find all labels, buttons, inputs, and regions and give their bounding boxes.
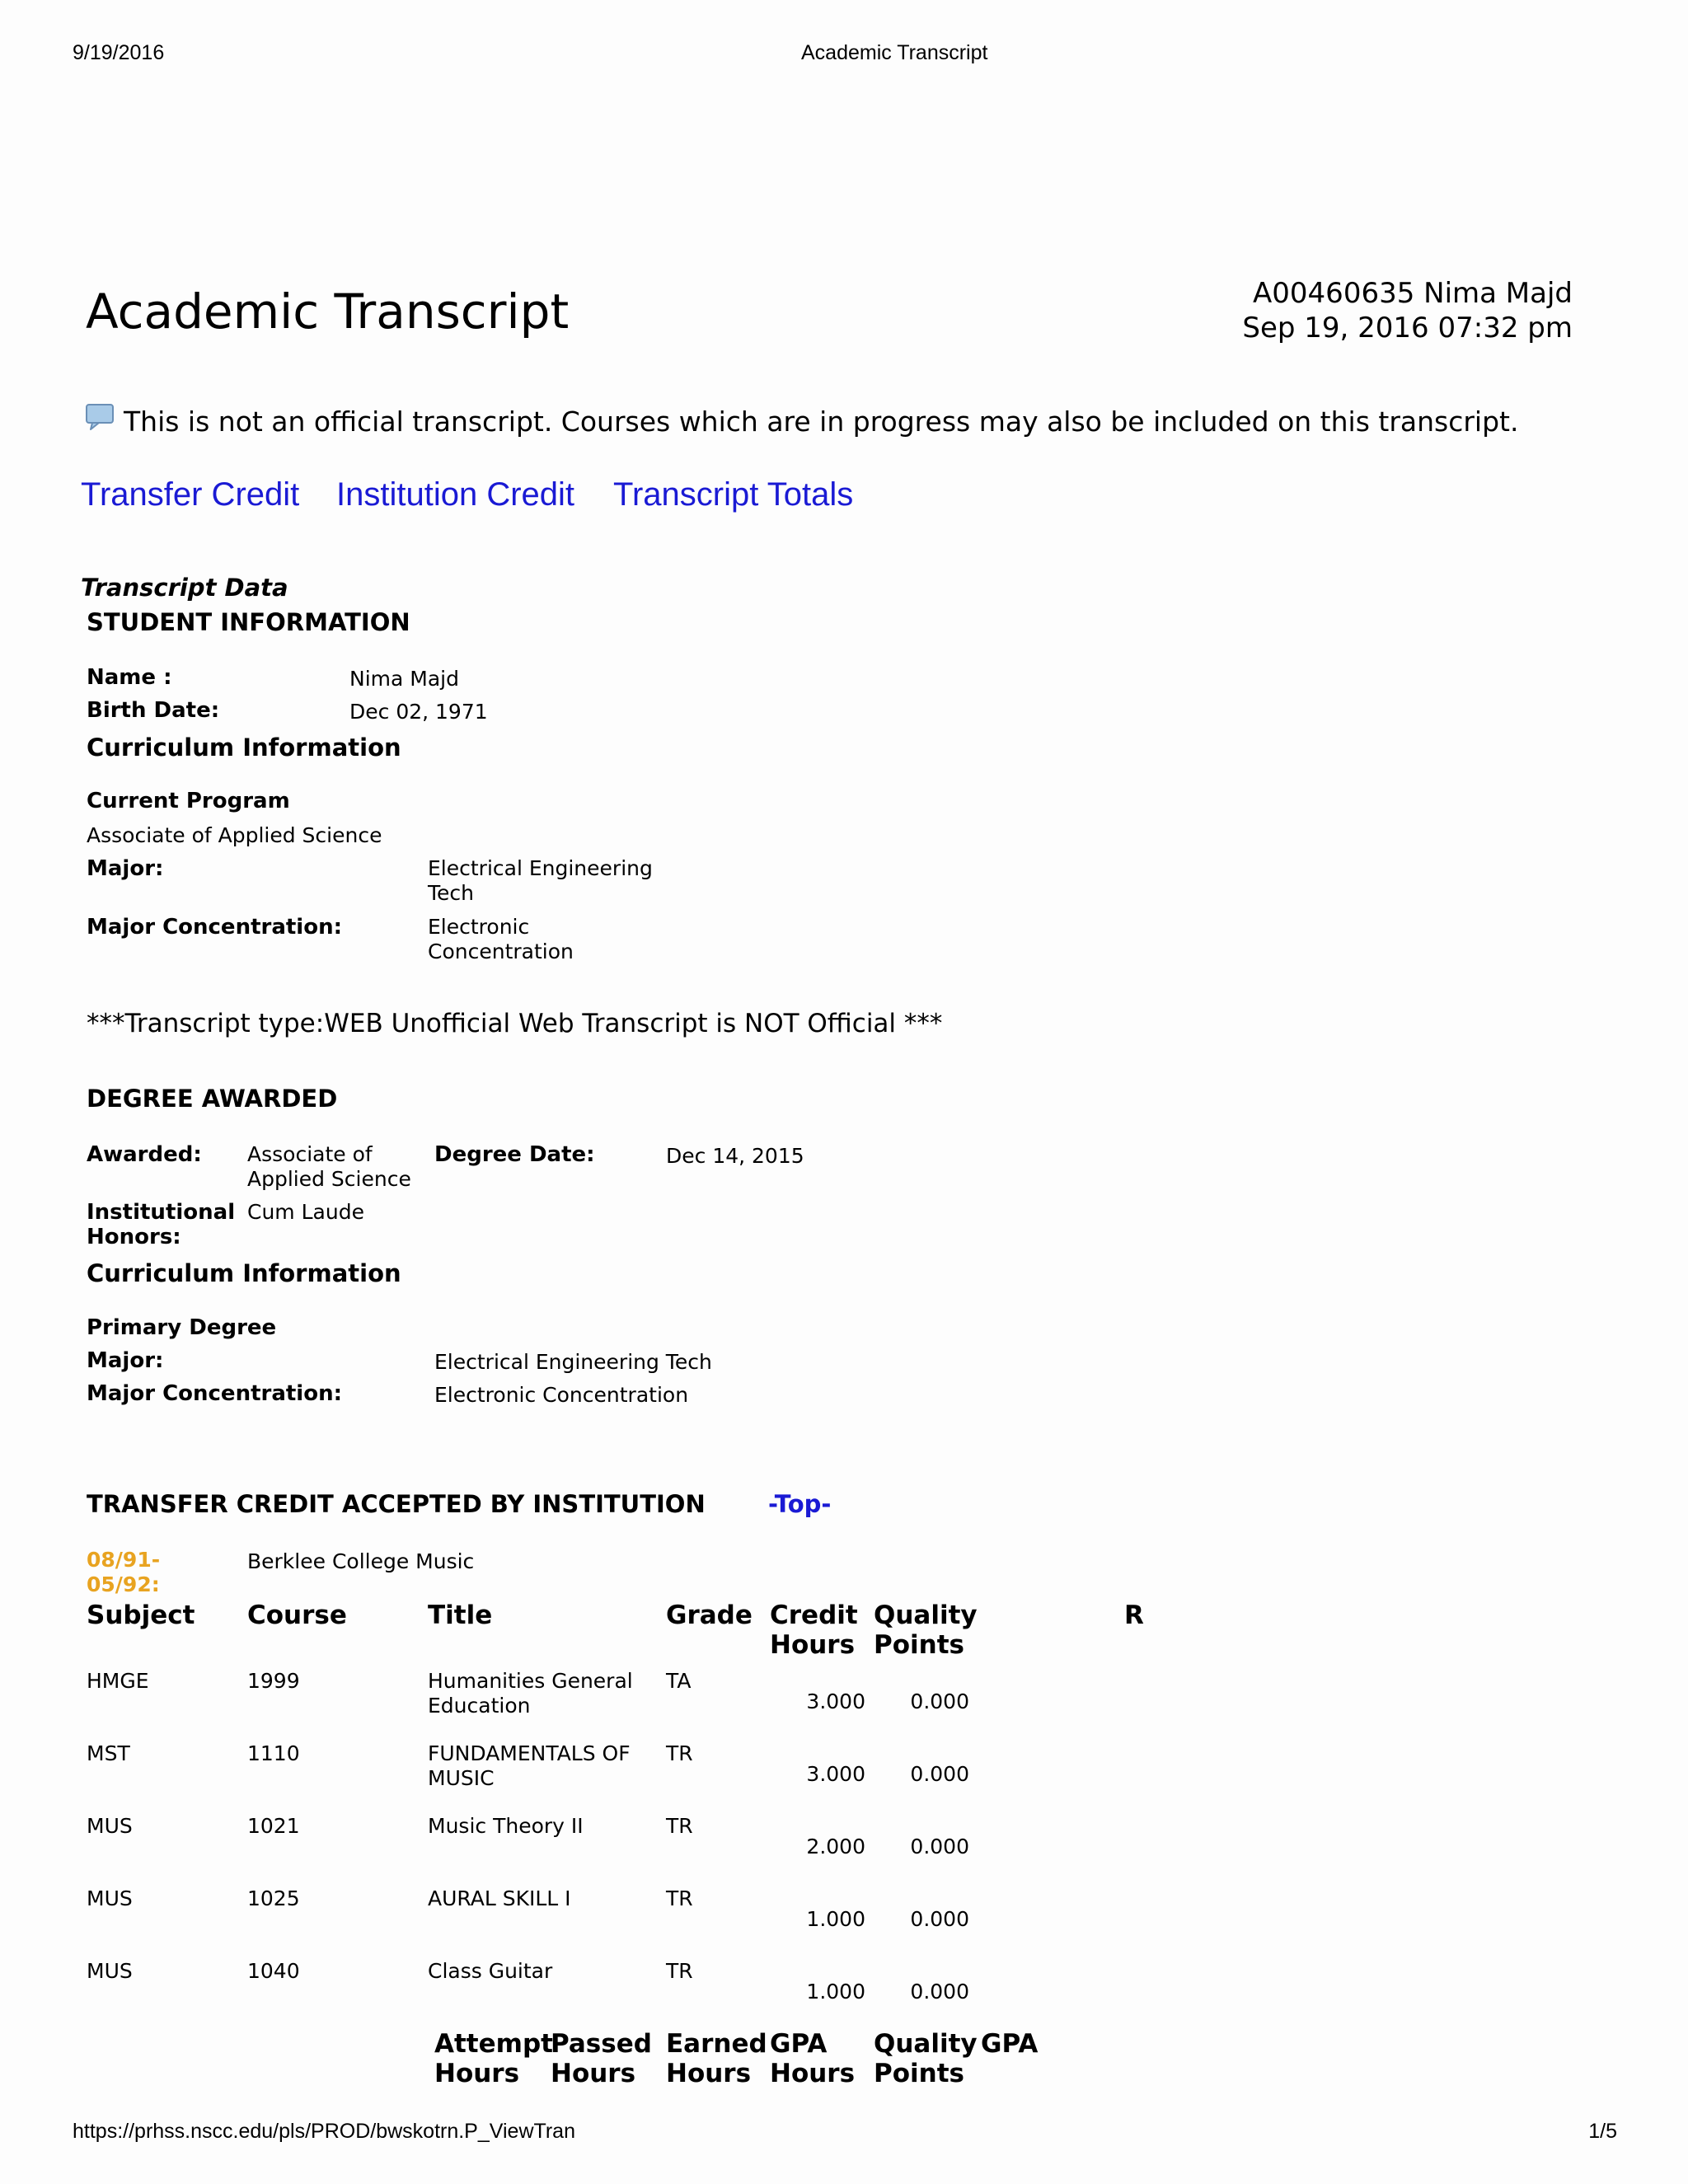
print-url: https://prhss.nscc.edu/pls/PROD/bwskotrn.P_ViewTran — [73, 2120, 575, 2143]
awarded-value: Associate of Applied Science — [247, 1142, 411, 1191]
print-title: Academic Transcript — [801, 41, 988, 64]
awarded-label: Awarded: — [87, 1142, 202, 1167]
page-title: Academic Transcript — [86, 284, 570, 340]
term-dates: 08/91-05/92: — [87, 1548, 161, 1596]
col-quality-points-total: Quality Points — [874, 2029, 978, 2088]
col-r: R — [1124, 1601, 1144, 1630]
col-earned-hours: Earned Hours — [666, 2029, 767, 2088]
row-credit-hours: 2.000 — [806, 1835, 865, 1858]
major-label: Major: — [87, 856, 164, 881]
row-grade: TA — [666, 1669, 692, 1693]
student-id-name: A00460635 Nima Majd — [1253, 277, 1573, 310]
current-program-value: Associate of Applied Science — [87, 823, 382, 847]
row-title: FUNDAMENTALS OF MUSIC — [428, 1741, 631, 1790]
row-subject: MUS — [87, 1814, 133, 1838]
primary-degree-label: Primary Degree — [87, 1315, 277, 1340]
transfer-credit-heading: TRANSFER CREDIT ACCEPTED BY INSTITUTION — [87, 1490, 706, 1518]
col-title: Title — [428, 1601, 493, 1630]
col-grade: Grade — [666, 1601, 753, 1630]
col-course: Course — [247, 1601, 347, 1630]
name-label: Name : — [87, 665, 172, 690]
transfer-credit-link[interactable]: Transfer Credit — [81, 476, 300, 513]
major-concentration-value: Electronic Concentration — [428, 915, 574, 963]
birth-date-label: Birth Date: — [87, 698, 220, 723]
row-subject: MST — [87, 1741, 130, 1765]
curriculum-heading-2: Curriculum Information — [87, 1259, 401, 1287]
row-credit-hours: 3.000 — [806, 1762, 865, 1786]
top-link[interactable]: -Top- — [768, 1490, 832, 1518]
row-quality-points: 0.000 — [910, 1835, 969, 1858]
notice-text: This is not an official transcript. Courses which are in progress may also be included on this transcript. — [124, 405, 1519, 438]
row-credit-hours: 3.000 — [806, 1690, 865, 1713]
row-quality-points: 0.000 — [910, 1690, 969, 1713]
birth-date-value: Dec 02, 1971 — [349, 700, 488, 724]
institution-credit-link[interactable]: Institution Credit — [336, 476, 575, 513]
degree-date-value: Dec 14, 2015 — [666, 1144, 804, 1168]
curriculum-heading: Curriculum Information — [87, 733, 401, 762]
major-label-2: Major: — [87, 1348, 164, 1373]
name-value: Nima Majd — [349, 667, 459, 691]
row-title: Humanities General Education — [428, 1669, 633, 1718]
row-course: 1040 — [247, 1959, 300, 1983]
row-grade: TR — [666, 1814, 693, 1838]
col-gpa: GPA — [981, 2029, 1039, 2059]
transcript-data-title: Transcript Data — [81, 574, 288, 602]
row-subject: MUS — [87, 1959, 133, 1983]
row-quality-points: 0.000 — [910, 1907, 969, 1931]
print-date: 9/19/2016 — [73, 41, 165, 64]
institution-name: Berklee College Music — [247, 1549, 475, 1573]
col-subject: Subject — [87, 1601, 195, 1630]
row-grade: TR — [666, 1959, 693, 1983]
row-quality-points: 0.000 — [910, 1980, 969, 2004]
col-quality-points: Quality Points — [874, 1601, 978, 1660]
honors-value: Cum Laude — [247, 1200, 364, 1224]
current-program-label: Current Program — [87, 789, 290, 813]
row-subject: MUS — [87, 1886, 133, 1910]
row-grade: TR — [666, 1886, 693, 1910]
col-credit-hours: Credit Hours — [770, 1601, 858, 1660]
row-quality-points: 0.000 — [910, 1762, 969, 1786]
major-value-2: Electrical Engineering Tech — [434, 1350, 712, 1374]
row-course: 1025 — [247, 1886, 300, 1910]
col-gpa-hours: GPA Hours — [770, 2029, 856, 2088]
col-attempt-hours: Attempt Hours — [434, 2029, 553, 2088]
major-concentration-value-2: Electronic Concentration — [434, 1383, 689, 1407]
degree-date-label: Degree Date: — [434, 1142, 595, 1167]
major-concentration-label: Major Concentration: — [87, 915, 342, 940]
major-concentration-label-2: Major Concentration: — [87, 1381, 342, 1406]
row-title: AURAL SKILL I — [428, 1886, 571, 1910]
degree-awarded-heading: DEGREE AWARDED — [87, 1085, 338, 1113]
student-info-heading: STUDENT INFORMATION — [87, 608, 410, 636]
major-value: Electrical Engineering Tech — [428, 856, 653, 905]
transcript-type: ***Transcript type:WEB Unofficial Web Transcript is NOT Official *** — [87, 1009, 943, 1038]
row-credit-hours: 1.000 — [806, 1980, 865, 2004]
row-subject: HMGE — [87, 1669, 149, 1693]
row-credit-hours: 1.000 — [806, 1907, 865, 1931]
row-course: 1110 — [247, 1741, 300, 1765]
row-title: Class Guitar — [428, 1959, 553, 1983]
row-grade: TR — [666, 1741, 693, 1765]
transcript-totals-link[interactable]: Transcript Totals — [613, 476, 854, 513]
honors-label: Institutional Honors: — [87, 1200, 236, 1249]
col-passed-hours: Passed Hours — [551, 2029, 652, 2088]
row-title: Music Theory II — [428, 1814, 584, 1838]
info-icon — [86, 404, 115, 434]
row-course: 1021 — [247, 1814, 300, 1838]
row-course: 1999 — [247, 1669, 300, 1693]
print-page-number: 1/5 — [1588, 2120, 1617, 2143]
generated-timestamp: Sep 19, 2016 07:32 pm — [1242, 312, 1573, 344]
